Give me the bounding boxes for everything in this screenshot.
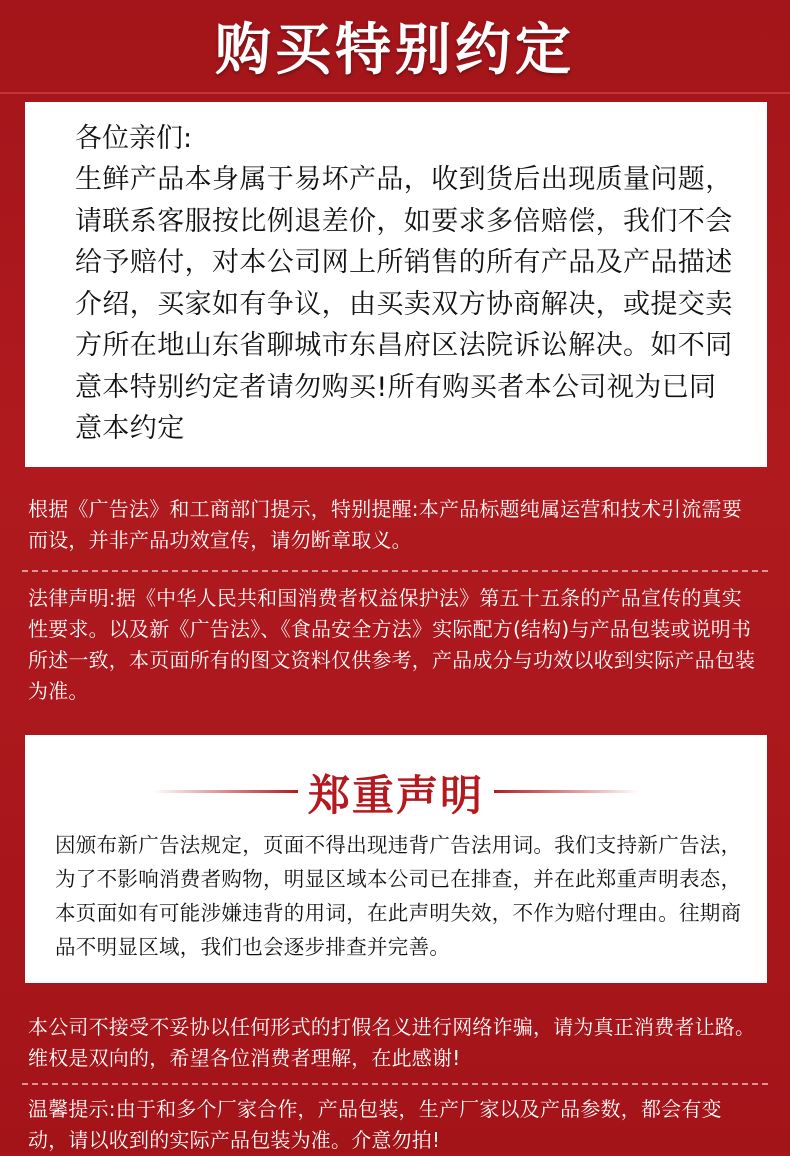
declaration-title: 郑重声明 [307,771,484,820]
title-divider [0,92,790,94]
agreement-text: 生鲜产品本身属于易坏产品，收到货后出现质量问题，请联系客服按比例退差价，如要求多倍赔偿，我们不会给予赔付，对本公司网上所销售的所有产品及产品描述介绍，买家如有争议，由买卖双方协商解决，或提交卖方所在地山东省聊城市东昌府区法院诉讼解决。如不同意本特别约定者请勿购买!所有购买者本公司视为已同意本约定 [75,164,733,444]
ad-law-notice: 根据《广告法》和工商部门提示，特别提醒:本产品标题纯属运营和技术引流需要而设，并非产品功效宣传，请勿断章取义。 [28,497,742,552]
warm-tip: 温馨提示:由于和多个厂家合作，产品包装，生产厂家以及产品参数，都会有变动，请以收到的实际产品包装为准。介意勿拍! [28,1097,722,1152]
agreement-card [25,102,767,467]
declaration-text: 因颁布新广告法规定，页面不得出现违背广告法用词。我们支持新广告法，为了不影响消费者购物，明显区域本公司已在排查，并在此郑重声明表态，本页面如有可能涉嫌违背的用词，在此声明失效，不作为赔付理由。往期商品不明显区域，我们也会逐步排查并完善。 [55,833,742,959]
dashed-divider [22,1083,768,1085]
dashed-divider [22,570,768,572]
greeting-text: 各位亲们: [75,123,193,154]
declaration-card [25,735,767,983]
page-title: 购买特别约定 [215,18,575,83]
anti-fraud-notice: 本公司不接受不妥协以任何形式的打假名义进行网络诈骗，请为真正消费者让路。维权是双向的，希望各位消费者理解，在此感谢! [28,1015,756,1070]
title-line-right [494,790,639,793]
legal-statement: 法律声明:据《中华人民共和国消费者权益保护法》第五十五条的产品宣传的真实性要求。以及新《广告法》、《食品安全方法》实际配方(结构)与产品包装或说明书所述一致，本页面所有的图文资料仅供参考，产品成分与功效以收到实际产品包装为准。 [28,586,756,703]
